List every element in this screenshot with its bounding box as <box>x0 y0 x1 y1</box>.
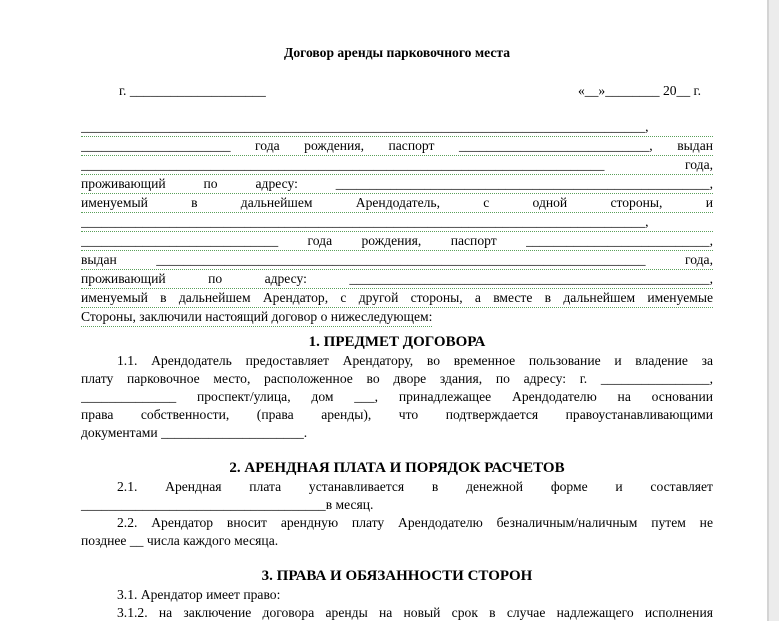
section-1-heading: 1. ПРЕДМЕТ ДОГОВОРА <box>308 334 486 350</box>
party-line: _____________________________ года рождения, паспорт ___________________________, <box>81 232 713 251</box>
city-field: г. ____________________ <box>119 83 266 98</box>
document-title: Договор аренды парковочного места <box>283 45 510 60</box>
party-line: _____________________________________________________________________________ года, <box>81 156 713 175</box>
party-line: проживающий по адресу: _____________________________________________________, <box>81 270 713 289</box>
city-date-line <box>81 82 713 100</box>
party-line: проживающий по адресу: _______________________________________________________, <box>81 175 713 194</box>
paragraph-line: права собственности, (права аренды), что подтверждается правоустанавливающими <box>81 407 713 422</box>
section-2-body <box>81 478 713 550</box>
paragraph-line: 1.1. Арендодатель предоставляет Арендатору, во временное пользование и владение за <box>117 353 713 368</box>
paragraph-line: позднее __ числа каждого месяца. <box>81 533 279 548</box>
party-line: ___________________________________________________________________________________, <box>81 213 713 232</box>
page-margin-shadow <box>769 0 779 621</box>
paragraph-line: плату парковочное место, расположенное во дворе здания, по адресу: г. ________________, <box>81 371 713 386</box>
date-field: «__»________ 20__ г. <box>578 83 701 98</box>
paragraph-line: 3.1.2. на заключение договора аренды на новый срок в случае надлежащего исполнения <box>117 605 713 620</box>
parties-block <box>81 118 713 327</box>
paragraph-line: документами _____________________. <box>81 425 308 440</box>
party-line: ___________________________________________________________________________________, <box>81 118 713 137</box>
section-3-body <box>81 586 713 622</box>
section-3-heading: 3. ПРАВА И ОБЯЗАННОСТИ СТОРОН <box>261 568 533 584</box>
section-1-body <box>81 352 713 442</box>
paragraph-line: ____________________________________в месяц. <box>81 497 374 512</box>
section-2-heading: 2. АРЕНДНАЯ ПЛАТА И ПОРЯДОК РАСЧЕТОВ <box>229 460 565 476</box>
paragraph-line: 3.1. Арендатор имеет право: <box>117 587 281 602</box>
party-line: именуемый в дальнейшем Арендатор, с другой стороны, а вместе в дальнейшем именуемые <box>81 289 713 308</box>
paragraph-line: ______________ проспект/улица, дом ___, принадлежащее Арендодателю на основании <box>81 389 713 404</box>
party-line: именуемый в дальнейшем Арендодатель, с одной стороны, и <box>81 194 713 213</box>
paragraph-line: 2.2. Арендатор вносит арендную плату Арендодателю безналичным/наличным путем не <box>117 515 713 530</box>
paragraph-line: 2.1. Арендная плата устанавливается в денежной форме и составляет <box>117 479 713 494</box>
party-line: ______________________ года рождения, паспорт ____________________________, выдан <box>81 137 713 156</box>
party-line: выдан ________________________________________________________________________ года, <box>81 251 713 270</box>
party-line: Стороны, заключили настоящий договор о нижеследующем: <box>81 308 432 327</box>
